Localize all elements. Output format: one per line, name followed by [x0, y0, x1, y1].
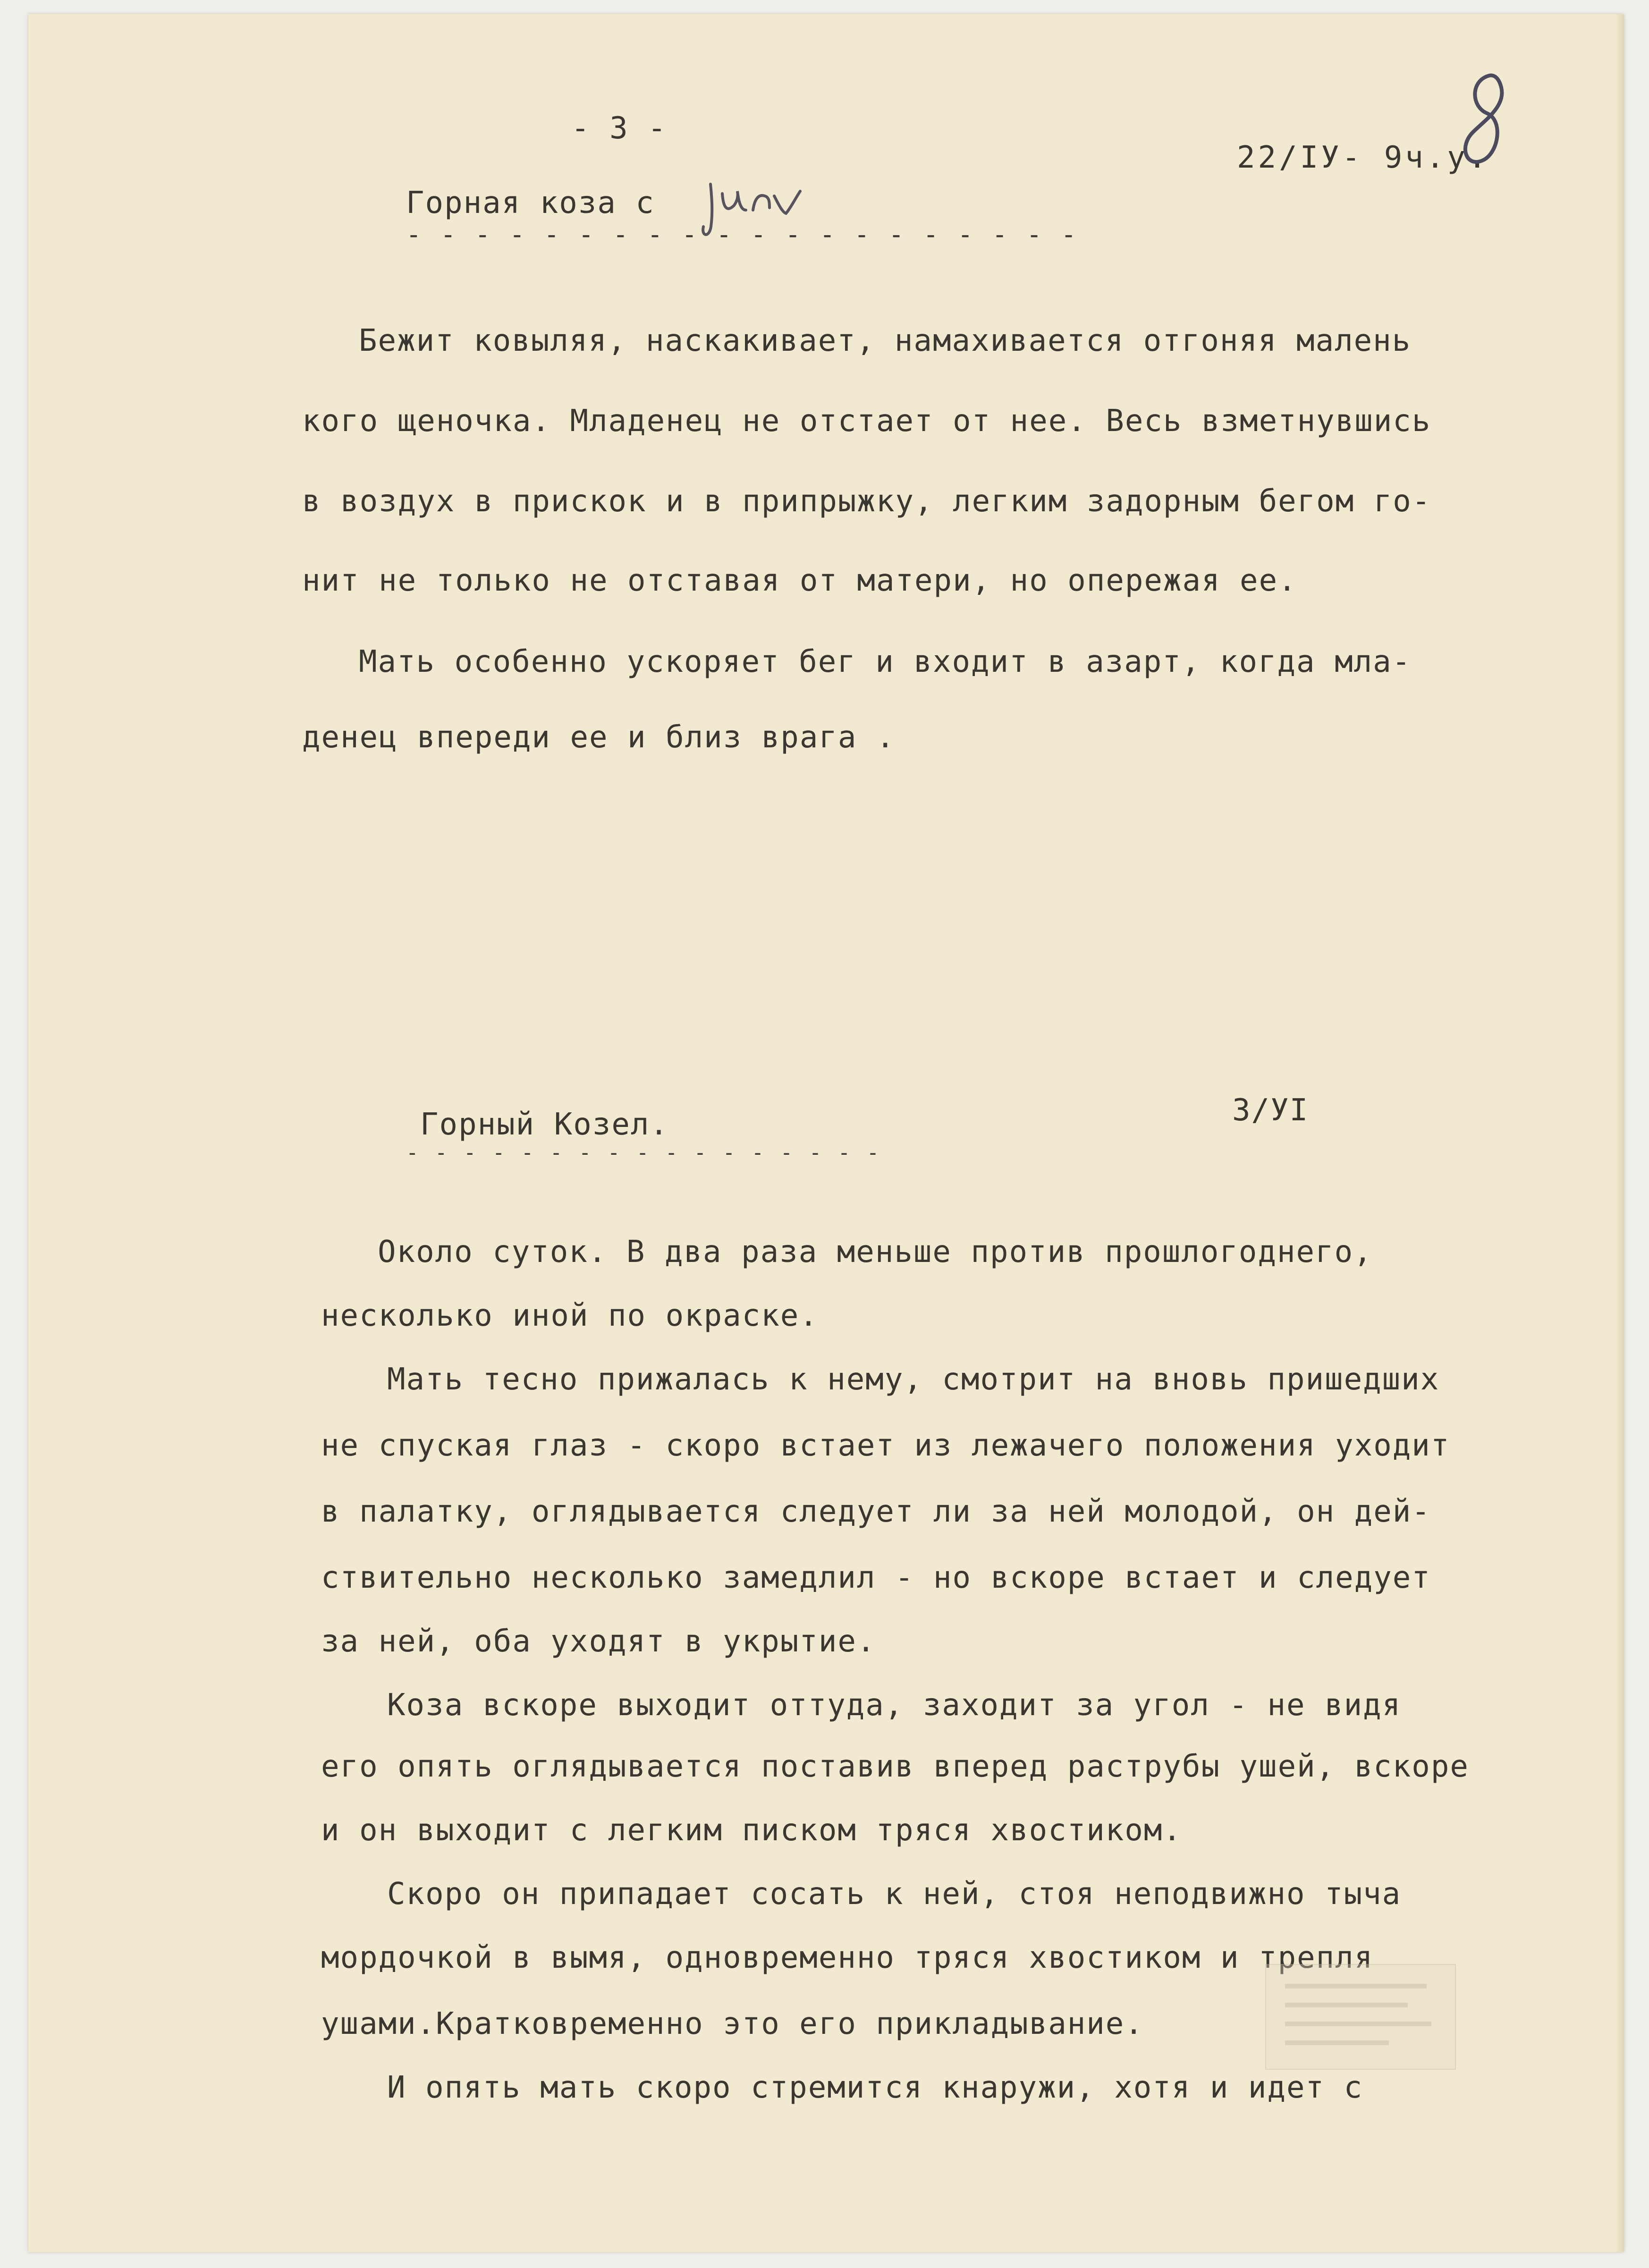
s2-line-5: в палатку, оглядывается следует ли за ней молодой, он дей- — [321, 1494, 1431, 1529]
s2-line-8: Коза вскоре выходит оттуда, заходит за угол - не видя — [387, 1688, 1402, 1723]
heading2-underline: - - - - - - - - - - - - - - - - - — [406, 1141, 881, 1165]
s2-line-7: за ней, оба уходят в укрытие. — [321, 1624, 876, 1659]
section2-date: 3/УI — [1232, 1093, 1309, 1128]
s2-line-4: не спуская глаз - скоро встает из лежачего положения уходит — [321, 1428, 1450, 1463]
s1-line-5: Мать особенно ускоряет бег и входит в азарт, когда мла- — [359, 644, 1412, 679]
folio-number-handwritten — [1445, 66, 1530, 175]
s2-line-3: Мать тесно прижалась к нему, смотрит на вновь пришедших — [387, 1362, 1440, 1397]
s1-line-6: денец впереди ее и близ врага . — [302, 720, 896, 755]
s2-line-11: Скоро он припадает сосать к ней, стоя неподвижно тыча — [387, 1877, 1402, 1912]
s1-line-2: кого щеночка. Младенец не отстает от нее. Весь взметнувшись — [302, 404, 1431, 439]
page-number: - 3 - — [571, 111, 667, 146]
heading1-underline: - - - - - - - - - - - - - - - - - - - - — [406, 220, 1078, 249]
s2-line-2: несколько иной по окраске. — [321, 1298, 819, 1333]
s2-line-14: И опять мать скоро стремится кнаружи, хотя и идет с — [387, 2070, 1363, 2105]
s1-line-3: в воздух в прискок и в припрыжку, легким задорным бегом го- — [302, 484, 1431, 519]
s2-line-6: ствительно несколько замедлил - но вскоре встает и следует — [321, 1560, 1431, 1595]
s2-line-12: мордочкой в вымя, одновременно тряся хвостиком и трепля — [321, 1940, 1374, 1975]
s2-line-10: и он выходит с легким писком тряся хвостиком. — [321, 1813, 1182, 1848]
s2-line-1: Около суток. В два раза меньше против прошлогоднего, — [378, 1235, 1373, 1269]
s1-line-4: нит не только не отставая от матери, но опережая ее. — [302, 563, 1297, 598]
faint-stamp-impression — [1265, 1964, 1456, 2070]
top-date: 22/IУ- 9ч.у. — [1237, 140, 1489, 175]
paper-edge-shadow — [1615, 14, 1624, 2252]
s1-line-1: Бежит ковыляя, наскакивает, намахивается отгоняя малень — [359, 323, 1412, 358]
section2-heading: Горный Козел. — [420, 1107, 669, 1142]
s2-line-9: его опять оглядывается поставив вперед раструбы ушей, вскоре — [321, 1749, 1469, 1784]
section1-heading: Горная коза с — [406, 186, 655, 220]
document-page — [28, 14, 1624, 2252]
s2-line-13: ушами.Кратковременно это его прикладывание. — [321, 2006, 1144, 2041]
